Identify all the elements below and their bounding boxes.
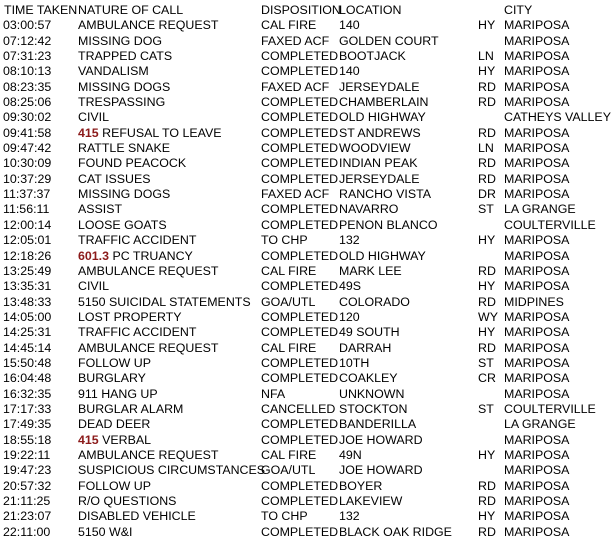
nature-of-call: [78, 494, 176, 509]
street-suffix: RD: [478, 79, 496, 94]
street-suffix: LN: [478, 141, 494, 156]
nature-of-call: [78, 509, 196, 524]
time-taken: 19:47:23: [3, 463, 52, 478]
location: 49S: [339, 279, 362, 294]
nature-text: BURGLARY: [78, 371, 146, 386]
table-row: [0, 341, 614, 356]
nature-of-call: [78, 417, 150, 432]
nature-text: TRAPPED CATS: [78, 49, 173, 64]
disposition: COMPLETED: [261, 156, 339, 171]
time-taken: 10:37:29: [3, 171, 52, 186]
penal-code: 415: [78, 432, 99, 447]
table-row: [0, 249, 614, 264]
location: BLACK OAK RIDGE: [339, 524, 452, 539]
nature-text: AMBULANCE REQUEST: [78, 447, 219, 462]
time-taken: 03:00:57: [3, 18, 52, 33]
nature-text: FOLLOW UP: [78, 355, 151, 370]
disposition: COMPLETED: [261, 95, 339, 110]
city: LA GRANGE: [504, 417, 576, 432]
table-row: [0, 295, 614, 310]
location: DARRAH: [339, 340, 392, 355]
nature-text: FOUND PEACOCK: [78, 156, 187, 171]
nature-text: AMBULANCE REQUEST: [78, 340, 219, 355]
disposition: COMPLETED: [261, 279, 339, 294]
street-suffix: HY: [478, 18, 496, 33]
city: MARIPOSA: [504, 248, 570, 263]
location: ST ANDREWS: [339, 125, 421, 140]
location: NAVARRO: [339, 202, 399, 217]
street-suffix: RD: [478, 156, 496, 171]
disposition: CAL FIRE: [261, 447, 317, 462]
nature-text: MISSING DOG: [78, 33, 162, 48]
time-taken: 09:41:58: [3, 125, 52, 140]
time-taken: 12:00:14: [3, 217, 52, 232]
penal-code: 415: [78, 125, 99, 140]
city: LA GRANGE: [504, 202, 576, 217]
disposition: COMPLETED: [261, 141, 339, 156]
time-taken: 17:49:35: [3, 417, 52, 432]
street-suffix: CR: [478, 371, 496, 386]
street-suffix: RD: [478, 95, 496, 110]
time-taken: 17:17:33: [3, 401, 52, 416]
time-taken: 14:05:00: [3, 309, 52, 324]
table-row: [0, 156, 614, 171]
location: JERSEYDALE: [339, 171, 420, 186]
nature-of-call: [78, 80, 170, 95]
time-taken: 16:04:48: [3, 371, 52, 386]
location: OLD HIGHWAY: [339, 110, 426, 125]
nature-of-call: [78, 156, 186, 171]
nature-text: 911 HANG UP: [78, 386, 158, 401]
city: MARIPOSA: [504, 18, 570, 33]
street-suffix: RD: [478, 263, 496, 278]
street-suffix: RD: [478, 171, 496, 186]
city: MARIPOSA: [504, 463, 570, 478]
disposition: COMPLETED: [261, 524, 339, 539]
nature-text: MISSING DOGS: [78, 187, 171, 202]
street-suffix: RD: [478, 478, 496, 493]
city: CATHEYS VALLEY: [504, 110, 611, 125]
city: MARIPOSA: [504, 64, 570, 79]
location: STOCKTON: [339, 401, 408, 416]
nature-of-call: [78, 95, 165, 110]
disposition: NFA: [261, 386, 286, 401]
nature-text: LOOSE GOATS: [78, 217, 167, 232]
disposition: CAL FIRE: [261, 340, 317, 355]
nature-text: DEAD DEER: [78, 417, 151, 432]
nature-text: ASSIST: [78, 202, 123, 217]
location: 140: [339, 64, 360, 79]
nature-of-call: [78, 356, 151, 371]
nature-of-call: [78, 172, 151, 187]
table-row: [0, 95, 614, 110]
nature-text: CAT ISSUES: [78, 171, 151, 186]
location: LAKEVIEW: [339, 494, 403, 508]
street-suffix: ST: [478, 202, 494, 217]
location: CHAMBERLAIN: [339, 95, 429, 110]
nature-of-call: [78, 525, 132, 540]
time-taken: 19:22:11: [3, 447, 51, 462]
location: UNKNOWN: [339, 386, 405, 401]
time-taken: 14:25:31: [3, 325, 52, 340]
call-log: [0, 3, 614, 540]
city: MARIPOSA: [504, 79, 570, 94]
time-taken: 21:23:07: [3, 509, 52, 524]
time-taken: 08:25:06: [3, 95, 52, 110]
time-taken: 08:10:13: [3, 64, 52, 79]
time-taken: 10:30:09: [3, 156, 52, 171]
header-row: [0, 3, 614, 18]
street-suffix: HY: [478, 509, 496, 524]
city: MARIPOSA: [504, 432, 570, 447]
disposition: COMPLETED: [261, 202, 339, 217]
city: MARIPOSA: [504, 125, 570, 140]
nature-text: VANDALISM: [78, 64, 149, 79]
nature-of-call: [78, 310, 182, 325]
time-taken: 20:57:32: [3, 478, 52, 493]
header-location: LOCATION: [339, 3, 402, 17]
city: MARIPOSA: [504, 325, 570, 340]
city: MARIPOSA: [504, 263, 570, 278]
nature-of-call: [78, 341, 218, 356]
nature-of-call: [78, 141, 170, 156]
time-taken: 13:25:49: [3, 263, 52, 278]
penal-code: 601.3: [78, 248, 110, 263]
street-suffix: HY: [478, 64, 496, 79]
disposition: COMPLETED: [261, 171, 339, 186]
header-time-taken: TIME TAKEN: [4, 3, 78, 17]
street-suffix: DR: [478, 187, 496, 202]
time-taken: 11:37:37: [3, 187, 51, 202]
city: MARIPOSA: [504, 509, 570, 524]
nature-of-call: [78, 218, 167, 233]
city: MARIPOSA: [504, 279, 570, 294]
location: COLORADO: [339, 294, 410, 309]
disposition: FAXED ACF: [261, 187, 330, 202]
city: MARIPOSA: [504, 355, 570, 370]
nature-text: 5150 SUICIDAL STATEMENTS: [78, 294, 251, 309]
time-taken: 14:45:14: [3, 340, 52, 355]
nature-of-call: [78, 279, 109, 294]
table-row: [0, 463, 614, 478]
time-taken: 07:12:42: [3, 33, 52, 48]
disposition: GOA/UTL: [261, 463, 316, 478]
disposition: COMPLETED: [261, 217, 339, 232]
table-row: [0, 356, 614, 371]
location: MARK LEE: [339, 263, 402, 278]
table-row: [0, 371, 614, 386]
location: RANCHO VISTA: [339, 187, 432, 202]
disposition: COMPLETED: [261, 417, 339, 432]
table-row: [0, 433, 614, 448]
nature-text: R/O QUESTIONS: [78, 494, 177, 508]
street-suffix: RD: [478, 494, 496, 508]
table-row: [0, 279, 614, 294]
nature-of-call: [78, 249, 193, 264]
nature-of-call: [78, 402, 183, 417]
time-taken: 18:55:18: [3, 432, 52, 447]
nature-text: RATTLE SNAKE: [78, 141, 171, 156]
location: 120: [339, 309, 360, 324]
location: 132: [339, 233, 360, 248]
disposition: COMPLETED: [261, 49, 339, 64]
nature-text: BURGLAR ALARM: [78, 401, 184, 416]
nature-of-call: [78, 463, 265, 478]
location: 140: [339, 18, 360, 33]
time-taken: 12:18:26: [3, 248, 52, 263]
location: GOLDEN COURT: [339, 33, 439, 48]
nature-text: TRAFFIC ACCIDENT: [78, 233, 197, 248]
table-row: [0, 49, 614, 64]
table-row: [0, 525, 614, 540]
disposition: COMPLETED: [261, 110, 339, 125]
disposition: CANCELLED: [261, 401, 336, 416]
nature-of-call: [78, 295, 251, 310]
street-suffix: ST: [478, 355, 494, 370]
city: MARIPOSA: [504, 478, 570, 493]
nature-of-call: [78, 64, 149, 79]
city: MARIPOSA: [504, 494, 570, 508]
nature-text: PC TRUANCY: [112, 248, 193, 263]
nature-text: SUSPICIOUS CIRCUMSTANCES: [78, 463, 266, 478]
nature-text: MISSING DOGS: [78, 79, 171, 94]
disposition: CAL FIRE: [261, 18, 317, 33]
disposition: CAL FIRE: [261, 263, 317, 278]
disposition: COMPLETED: [261, 478, 339, 493]
table-row: [0, 264, 614, 279]
table-row: [0, 80, 614, 95]
time-taken: 09:30:02: [3, 110, 52, 125]
location: JERSEYDALE: [339, 79, 420, 94]
nature-text: TRAFFIC ACCIDENT: [78, 325, 197, 340]
location: 49 SOUTH: [339, 325, 400, 340]
nature-of-call: [78, 264, 218, 279]
nature-of-call: [78, 433, 151, 448]
location: BOOTJACK: [339, 49, 406, 64]
disposition: FAXED ACF: [261, 79, 330, 94]
table-row: [0, 448, 614, 463]
location: JOE HOWARD: [339, 432, 423, 447]
nature-text: CIVIL: [78, 279, 109, 294]
location: 49N: [339, 447, 362, 462]
table-row: [0, 494, 614, 509]
nature-text: AMBULANCE REQUEST: [78, 18, 219, 33]
time-taken: 07:31:23: [3, 49, 52, 64]
time-taken: 08:23:35: [3, 79, 52, 94]
nature-text: TRESPASSING: [78, 95, 166, 110]
time-taken: 13:48:33: [3, 294, 52, 309]
location: BOYER: [339, 478, 383, 493]
table-row: [0, 218, 614, 233]
nature-text: AMBULANCE REQUEST: [78, 263, 219, 278]
time-taken: 21:11:25: [3, 494, 51, 508]
table-row: [0, 402, 614, 417]
nature-of-call: [78, 18, 218, 33]
city: MARIPOSA: [504, 171, 570, 186]
nature-of-call: [78, 448, 218, 463]
street-suffix: RD: [478, 524, 496, 539]
disposition: COMPLETED: [261, 494, 339, 508]
time-taken: 12:05:01: [3, 233, 52, 248]
street-suffix: RD: [478, 340, 496, 355]
disposition: TO CHP: [261, 509, 308, 524]
header-nature-of-call: NATURE OF CALL: [78, 3, 184, 17]
nature-of-call: [78, 202, 122, 217]
time-taken: 13:35:31: [3, 279, 52, 294]
header-disposition: DISPOSITION: [261, 3, 341, 17]
nature-text: FOLLOW UP: [78, 478, 151, 493]
street-suffix: LN: [478, 49, 494, 64]
nature-text: VERBAL: [102, 432, 152, 447]
disposition: TO CHP: [261, 233, 308, 248]
nature-text: DISABLED VEHICLE: [78, 509, 196, 524]
table-row: [0, 325, 614, 340]
table-row: [0, 110, 614, 125]
disposition: COMPLETED: [261, 355, 339, 370]
header-city: CITY: [504, 3, 533, 17]
city: MARIPOSA: [504, 95, 570, 110]
city: MARIPOSA: [504, 386, 570, 401]
street-suffix: WY: [478, 309, 498, 324]
city: MARIPOSA: [504, 309, 570, 324]
disposition: COMPLETED: [261, 248, 339, 263]
city: MARIPOSA: [504, 447, 570, 462]
nature-text: 5150 W&I: [78, 524, 133, 539]
disposition: COMPLETED: [261, 432, 339, 447]
nature-of-call: [78, 387, 158, 402]
location: WOODVIEW: [339, 141, 411, 156]
city: MARIPOSA: [504, 340, 570, 355]
table-row: [0, 18, 614, 33]
table-row: [0, 202, 614, 217]
nature-of-call: [78, 187, 170, 202]
time-taken: 09:47:42: [3, 141, 52, 156]
street-suffix: HY: [478, 233, 496, 248]
disposition: GOA/UTL: [261, 294, 316, 309]
street-suffix: HY: [478, 279, 496, 294]
location: PENON BLANCO: [339, 217, 438, 232]
city: MIDPINES: [504, 294, 564, 309]
nature-text: CIVIL: [78, 110, 109, 125]
city: MARIPOSA: [504, 524, 570, 539]
table-row: [0, 387, 614, 402]
table-row: [0, 126, 614, 141]
table-row: [0, 479, 614, 494]
nature-text: REFUSAL TO LEAVE: [102, 125, 222, 140]
time-taken: 15:50:48: [3, 355, 52, 370]
city: COULTERVILLE: [504, 401, 596, 416]
disposition: COMPLETED: [261, 125, 339, 140]
location: INDIAN PEAK: [339, 156, 418, 171]
call-rows: [0, 18, 614, 540]
table-row: [0, 509, 614, 524]
street-suffix: HY: [478, 447, 496, 462]
disposition: COMPLETED: [261, 371, 339, 386]
time-taken: 16:32:35: [3, 386, 52, 401]
disposition: COMPLETED: [261, 325, 339, 340]
nature-of-call: [78, 49, 172, 64]
city: MARIPOSA: [504, 33, 570, 48]
nature-of-call: [78, 34, 162, 49]
table-row: [0, 310, 614, 325]
city: MARIPOSA: [504, 233, 570, 248]
table-row: [0, 417, 614, 432]
disposition: COMPLETED: [261, 309, 339, 324]
city: MARIPOSA: [504, 49, 570, 64]
table-row: [0, 64, 614, 79]
time-taken: 22:11:00: [3, 524, 51, 539]
city: MARIPOSA: [504, 371, 570, 386]
location: OLD HIGHWAY: [339, 248, 426, 263]
city: MARIPOSA: [504, 141, 570, 156]
disposition: FAXED ACF: [261, 33, 330, 48]
nature-of-call: [78, 233, 196, 248]
nature-of-call: [78, 325, 196, 340]
street-suffix: ST: [478, 401, 494, 416]
location: 10TH: [339, 355, 370, 370]
table-row: [0, 34, 614, 49]
table-row: [0, 141, 614, 156]
nature-of-call: [78, 479, 151, 494]
street-suffix: RD: [478, 294, 496, 309]
location: BANDERILLA: [339, 417, 417, 432]
city: COULTERVILLE: [504, 217, 596, 232]
location: JOE HOWARD: [339, 463, 423, 478]
time-taken: 11:56:11: [3, 202, 50, 217]
location: 132: [339, 509, 360, 524]
street-suffix: RD: [478, 125, 496, 140]
location: COAKLEY: [339, 371, 398, 386]
nature-of-call: [78, 126, 222, 141]
nature-of-call: [78, 110, 109, 125]
street-suffix: HY: [478, 325, 496, 340]
nature-text: LOST PROPERTY: [78, 309, 182, 324]
table-row: [0, 233, 614, 248]
table-row: [0, 172, 614, 187]
city: MARIPOSA: [504, 156, 570, 171]
city: MARIPOSA: [504, 187, 570, 202]
table-row: [0, 187, 614, 202]
disposition: COMPLETED: [261, 64, 339, 79]
nature-of-call: [78, 371, 146, 386]
